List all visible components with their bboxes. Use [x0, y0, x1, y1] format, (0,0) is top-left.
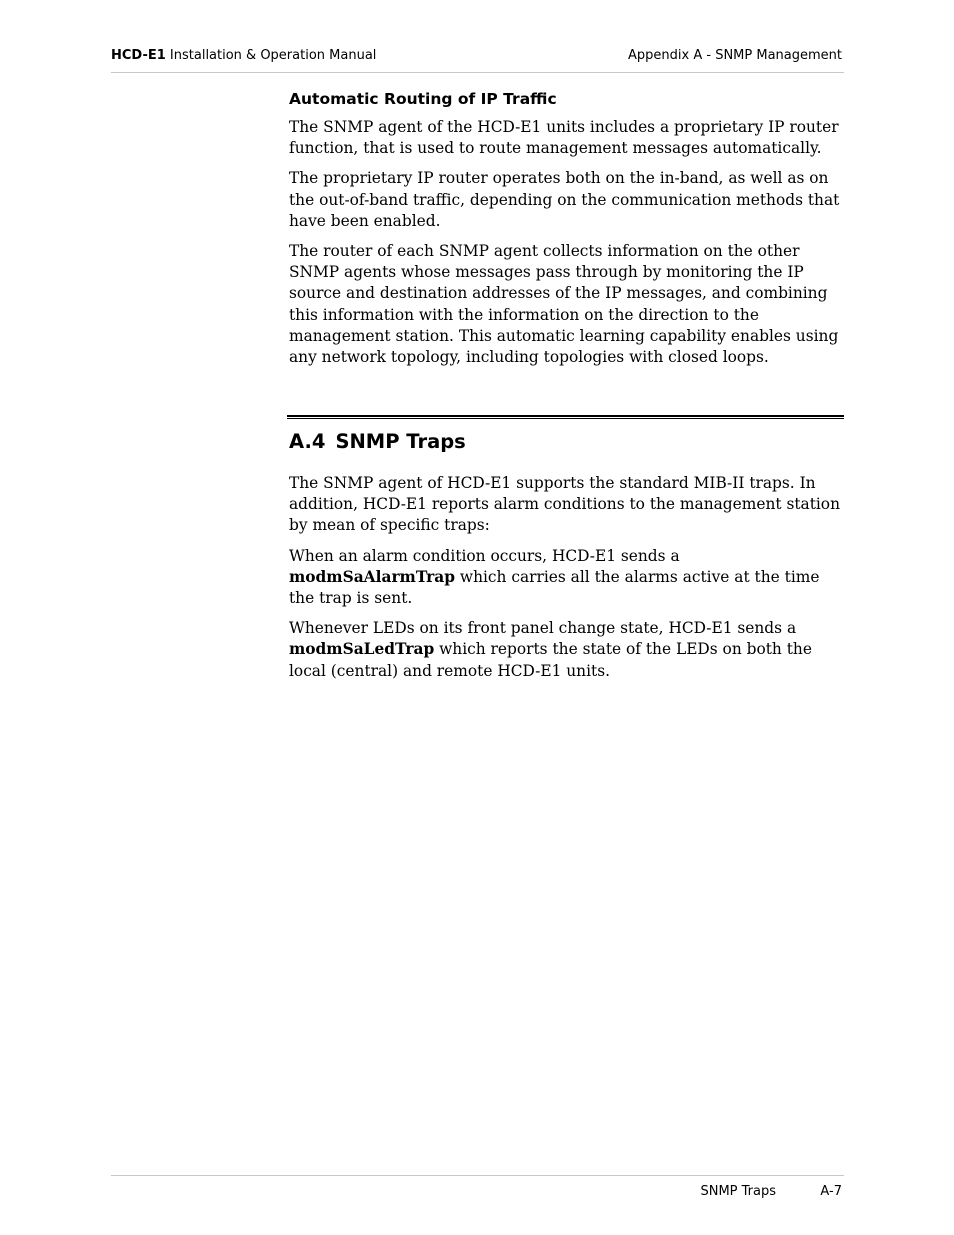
routing-section: [289, 86, 845, 377]
routing-paragraph-1: The SNMP agent of the HCD-E1 units includes a proprietary IP router function, that is used to route management messages automatically.: [289, 118, 839, 158]
traps-section: [289, 473, 845, 691]
header-manual: Installation & Operation Manual: [169, 48, 377, 63]
led-text-post: which reports the state of the LEDs on both the local (central) and remote HCD-E1 units.: [289, 640, 812, 680]
led-trap-paragraph: [289, 618, 845, 682]
page-number: A-7: [820, 1184, 842, 1199]
footer-section: SNMP Traps: [700, 1184, 776, 1199]
routing-paragraph-3: The router of each SNMP agent collects information on the other SNMP agents whose messages pass through by monitoring the IP source and destination addresses of the IP messages, and combining this information with the information on the direction to the management station. This automatic learning capability enables using any network topology, including topologies with closed loops.: [289, 242, 839, 367]
page-header: [111, 48, 844, 73]
led-text-pre: Whenever LEDs on its front panel change state, HCD-E1 sends a: [289, 619, 797, 638]
routing-heading: Automatic Routing of IP Traffic: [289, 90, 557, 108]
section-number: A.4: [289, 430, 326, 453]
alarm-trap-paragraph: [289, 546, 845, 610]
alarm-text-pre: When an alarm condition occurs, HCD-E1 sends a: [289, 546, 680, 565]
header-product: HCD-E1: [111, 48, 166, 63]
alarm-text-post: which carries all the alarms active at the time the trap is sent.: [289, 567, 820, 608]
routing-paragraph-2: The proprietary IP router operates both on the in-band, as well as on the out-of-band traffic, depending on the communication methods that have been enabled.: [289, 169, 840, 230]
page-footer: [111, 1175, 844, 1206]
section-divider: [287, 415, 844, 419]
alarm-trap-name: modmSaAlarmTrap: [289, 567, 456, 586]
section-title: [289, 430, 466, 453]
header-title: [111, 48, 376, 63]
led-trap-name: modmSaLedTrap: [289, 640, 435, 659]
traps-intro: The SNMP agent of HCD-E1 supports the standard MIB-II traps. In addition, HCD-E1 reports alarm conditions to the management station by mean of specific traps:: [289, 474, 840, 535]
section-title-text: SNMP Traps: [335, 430, 466, 453]
header-appendix: Appendix A - SNMP Management: [628, 48, 842, 63]
